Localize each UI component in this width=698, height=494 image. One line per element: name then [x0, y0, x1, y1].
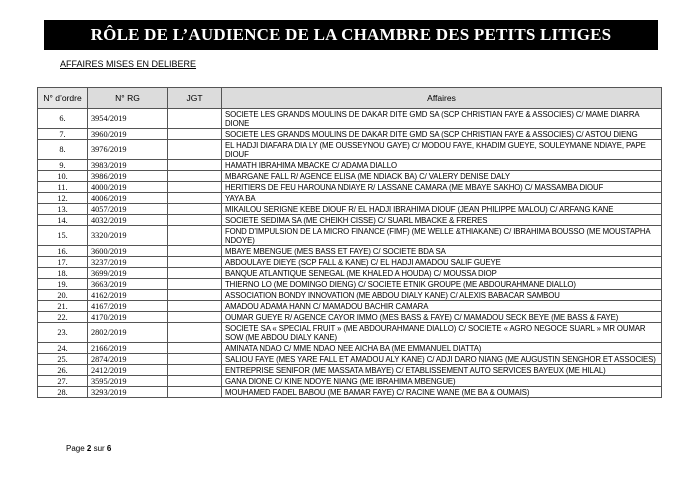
- row-rg: 3983/2019: [88, 160, 168, 171]
- row-number: 18.: [38, 268, 88, 279]
- table-row: [38, 387, 662, 398]
- row-affaire: YAYA BA: [222, 193, 662, 204]
- row-rg: 4162/2019: [88, 290, 168, 301]
- row-affaire: ENTREPRISE SENIFOR (ME MASSATA MBAYE) C/ ETABLISSEMENT AUTO SERVICES BAYEUX (ME HILAL): [222, 365, 662, 376]
- page-number: 2: [86, 444, 92, 453]
- row-affaire: AMINATA NDAO C/ MME NDAO NEE AICHA BA (ME EMMANUEL DIATTA): [222, 343, 662, 354]
- row-jgt: [168, 246, 222, 257]
- row-jgt: [168, 182, 222, 193]
- row-rg: 4057/2019: [88, 204, 168, 215]
- row-rg: 3595/2019: [88, 376, 168, 387]
- row-rg: 3293/2019: [88, 387, 168, 398]
- table-row: [38, 301, 662, 312]
- row-affaire: MBAYE MBENGUE (MES BASS ET FAYE) C/ SOCIETE BDA SA: [222, 246, 662, 257]
- table-row: [38, 193, 662, 204]
- row-jgt: [168, 109, 222, 129]
- row-rg: 3986/2019: [88, 171, 168, 182]
- row-jgt: [168, 215, 222, 226]
- row-jgt: [168, 323, 222, 343]
- row-number: 13.: [38, 204, 88, 215]
- row-affaire: HERITIERS DE FEU HAROUNA NDIAYE R/ LASSANE CAMARA (ME MBAYE SAKHO) C/ MASSAMBA DIOUF: [222, 182, 662, 193]
- row-number: 11.: [38, 182, 88, 193]
- header-ordre: N° d’ordre: [38, 88, 88, 109]
- table-row: [38, 226, 662, 246]
- header-affaires: Affaires: [222, 88, 662, 109]
- table-row: [38, 171, 662, 182]
- row-rg: 4167/2019: [88, 301, 168, 312]
- table-row: [38, 129, 662, 140]
- row-jgt: [168, 129, 222, 140]
- header-jgt: JGT: [168, 88, 222, 109]
- row-number: 22.: [38, 312, 88, 323]
- row-affaire: SOCIETE LES GRANDS MOULINS DE DAKAR DITE GMD SA (SCP CHRISTIAN FAYE & ASSOCIES) C/ MAME DIARRA DIONE: [222, 109, 662, 129]
- row-jgt: [168, 365, 222, 376]
- row-number: 19.: [38, 279, 88, 290]
- row-number: 28.: [38, 387, 88, 398]
- row-affaire: FOND D’IMPULSION DE LA MICRO FINANCE (FIMF) (ME WELLE &THIAKANE) C/ IBRAHIMA BOUSSO (ME MOUSTAPHA NDOYE): [222, 226, 662, 246]
- table-row: [38, 290, 662, 301]
- row-affaire: SOCIETE SEDIMA SA (ME CHEIKH CISSE) C/ SUARL MBACKE & FRERES: [222, 215, 662, 226]
- row-rg: 3960/2019: [88, 129, 168, 140]
- table-row: [38, 182, 662, 193]
- row-rg: 3237/2019: [88, 257, 168, 268]
- row-affaire: ABDOULAYE DIEYE (SCP FALL & KANE) C/ EL HADJI AMADOU SALIF GUEYE: [222, 257, 662, 268]
- row-jgt: [168, 160, 222, 171]
- row-number: 16.: [38, 246, 88, 257]
- table-body: [38, 109, 662, 398]
- table-row: [38, 257, 662, 268]
- cases-table: [37, 87, 662, 398]
- row-affaire: SOCIETE SA « SPECIAL FRUIT » (ME ABDOURAHMANE DIALLO) C/ SOCIETE « AGRO NEGOCE SUARL » MR OUMAR SOW (ME ABDOU DIALY KANE): [222, 323, 662, 343]
- row-affaire: MBARGANE FALL R/ AGENCE ELISA (ME NDIACK BA) C/ VALERY DENISE DALY: [222, 171, 662, 182]
- table-row: [38, 109, 662, 129]
- header-rg: N° RG: [88, 88, 168, 109]
- row-rg: 3976/2019: [88, 140, 168, 160]
- row-affaire: MIKAILOU SERIGNE KEBE DIOUF R/ EL HADJI IBRAHIMA DIOUF (JEAN PHILIPPE MALOU) C/ ARFANG KANE: [222, 204, 662, 215]
- row-number: 10.: [38, 171, 88, 182]
- row-jgt: [168, 290, 222, 301]
- row-jgt: [168, 312, 222, 323]
- table-row: [38, 323, 662, 343]
- row-jgt: [168, 204, 222, 215]
- row-number: 7.: [38, 129, 88, 140]
- section-heading: AFFAIRES MISES EN DELIBERE: [60, 59, 197, 69]
- table-row: [38, 204, 662, 215]
- row-number: 27.: [38, 376, 88, 387]
- row-jgt: [168, 343, 222, 354]
- table-row: [38, 354, 662, 365]
- row-jgt: [168, 301, 222, 312]
- row-jgt: [168, 279, 222, 290]
- row-number: 6.: [38, 109, 88, 129]
- row-affaire: GANA DIONE C/ KINE NDOYE NIANG (ME IBRAHIMA MBENGUE): [222, 376, 662, 387]
- row-jgt: [168, 140, 222, 160]
- row-affaire: SALIOU FAYE (MES YARE FALL ET AMADOU ALY KANE) C/ ADJI DARO NIANG (ME AUGUSTIN SENGHOR ET ASSOCIES): [222, 354, 662, 365]
- row-jgt: [168, 226, 222, 246]
- row-number: 9.: [38, 160, 88, 171]
- table-row: [38, 160, 662, 171]
- row-affaire: MOUHAMED FADEL BABOU (ME BAMAR FAYE) C/ RACINE WANE (ME BA & OUMAIS): [222, 387, 662, 398]
- row-affaire: SOCIETE LES GRANDS MOULINS DE DAKAR DITE GMD SA (SCP CHRISTIAN FAYE & ASSOCIES) C/ ASTOU DIENG: [222, 129, 662, 140]
- row-number: 8.: [38, 140, 88, 160]
- table-header-row: [38, 88, 662, 109]
- page-footer: Page 2 sur 6: [66, 444, 112, 453]
- row-rg: 2166/2019: [88, 343, 168, 354]
- table-row: [38, 215, 662, 226]
- page-total: 6: [106, 444, 112, 453]
- row-rg: 3600/2019: [88, 246, 168, 257]
- row-affaire: EL HADJI DIAFARA DIA LY (ME OUSSEYNOU GAYE) C/ MODOU FAYE, KHADIM GUEYE, SOULEYMANE NDIAYE, PAPE DIOUF: [222, 140, 662, 160]
- row-rg: 2412/2019: [88, 365, 168, 376]
- row-affaire: THIERNO LO (ME DOMINGO DIENG) C/ SOCIETE ETNIK GROUPE (ME ABDOURAHMANE DIALLO): [222, 279, 662, 290]
- row-rg: 4000/2019: [88, 182, 168, 193]
- row-number: 21.: [38, 301, 88, 312]
- row-number: 25.: [38, 354, 88, 365]
- row-affaire: HAMATH IBRAHIMA MBACKE C/ ADAMA DIALLO: [222, 160, 662, 171]
- row-rg: 3954/2019: [88, 109, 168, 129]
- row-number: 12.: [38, 193, 88, 204]
- page-title: RÔLE DE L’AUDIENCE DE LA CHAMBRE DES PETITS LITIGES: [44, 20, 658, 50]
- row-rg: 4032/2019: [88, 215, 168, 226]
- row-jgt: [168, 387, 222, 398]
- row-jgt: [168, 354, 222, 365]
- table-row: [38, 365, 662, 376]
- row-number: 23.: [38, 323, 88, 343]
- row-jgt: [168, 193, 222, 204]
- row-rg: 4006/2019: [88, 193, 168, 204]
- table-row: [38, 268, 662, 279]
- row-rg: 3320/2019: [88, 226, 168, 246]
- row-affaire: AMADOU ADAMA HANN C/ MAMADOU BACHIR CAMARA: [222, 301, 662, 312]
- row-rg: 2802/2019: [88, 323, 168, 343]
- row-jgt: [168, 257, 222, 268]
- row-affaire: ASSOCIATION BONDY INNOVATION (ME ABDOU DIALY KANE) C/ ALEXIS BABACAR SAMBOU: [222, 290, 662, 301]
- row-rg: 2874/2019: [88, 354, 168, 365]
- row-number: 17.: [38, 257, 88, 268]
- row-rg: 3663/2019: [88, 279, 168, 290]
- row-jgt: [168, 171, 222, 182]
- row-rg: 4170/2019: [88, 312, 168, 323]
- table-row: [38, 279, 662, 290]
- row-number: 20.: [38, 290, 88, 301]
- row-number: 14.: [38, 215, 88, 226]
- row-affaire: BANQUE ATLANTIQUE SENEGAL (ME KHALED A HOUDA) C/ MOUSSA DIOP: [222, 268, 662, 279]
- row-jgt: [168, 376, 222, 387]
- row-number: 24.: [38, 343, 88, 354]
- table-row: [38, 343, 662, 354]
- row-number: 26.: [38, 365, 88, 376]
- table-row: [38, 376, 662, 387]
- table-row: [38, 246, 662, 257]
- row-rg: 3699/2019: [88, 268, 168, 279]
- table-row: [38, 140, 662, 160]
- row-number: 15.: [38, 226, 88, 246]
- row-jgt: [168, 268, 222, 279]
- row-affaire: OUMAR GUEYE R/ AGENCE CAYOR IMMO (MES BASS & FAYE) C/ MAMADOU SECK BEYE (ME BASS & FAYE): [222, 312, 662, 323]
- table-row: [38, 312, 662, 323]
